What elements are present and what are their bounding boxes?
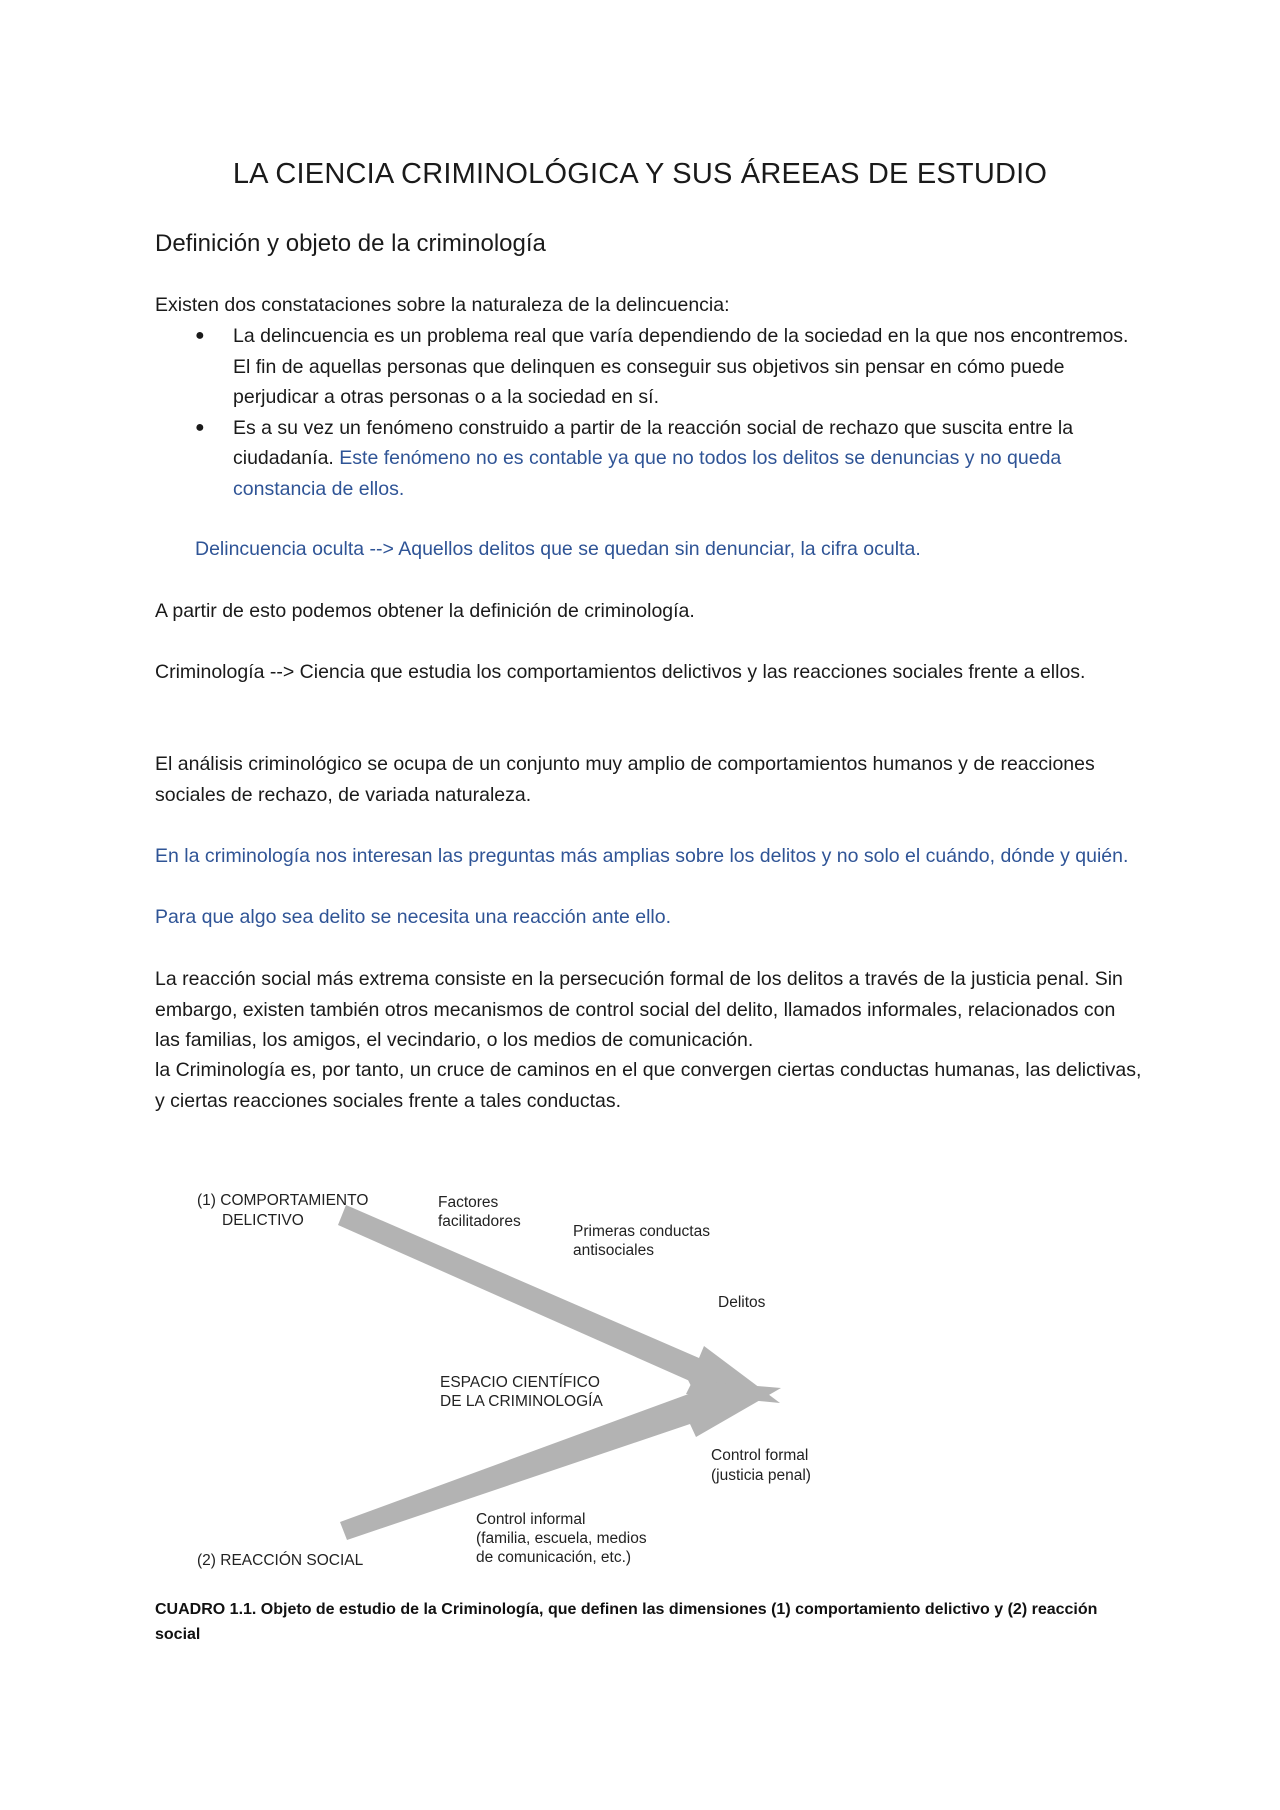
informal-control-label-line2: (familia, escuela, medios: [476, 1530, 647, 1547]
formal-control-label-line1: Control formal: [711, 1447, 809, 1464]
social-reaction-label: (2) REACCIÓN SOCIAL: [197, 1552, 364, 1569]
factors-label-line2: facilitadores: [438, 1213, 521, 1230]
analysis-paragraph: El análisis criminológico se ocupa de un conjunto muy amplio de comportamientos humanos y de reacciones sociales de rechazo, de variada naturaleza.: [155, 753, 1095, 806]
section-heading: Definición y objeto de la criminología: [155, 230, 546, 257]
bullet-text: Es a su vez un fenómeno construido a partir de la reacción social de rechazo que suscita entre la ciudadanía.: [233, 416, 1074, 469]
bullet-icon: ●: [195, 327, 205, 344]
crossroads-paragraph: la Criminología es, por tanto, un cruce de caminos en el que convergen ciertas conductas humanas, las delictivas, y ciertas reacciones sociales frente a tales conductas.: [155, 1059, 1142, 1112]
scientific-space-label-line2: DE LA CRIMINOLOGÍA: [440, 1393, 603, 1410]
bullet-highlight: Este fenómeno no es contable ya que no todos los delitos se denuncias y no queda constancia de ellos.: [233, 447, 1062, 500]
criminology-diagram: [180, 1175, 900, 1575]
first-conduct-label-line1: Primeras conductas: [573, 1223, 710, 1240]
definition-intro: A partir de esto podemos obtener la definición de criminología.: [155, 600, 695, 622]
social-reaction-paragraph: La reacción social más extrema consiste en la persecución formal de los delitos a través de la justicia penal. Sin embargo, existen también otros mecanismos de control social del delito, llamados informales, relacionados con las familias, los amigos, el vecindario, o los medios de comunicación.: [155, 968, 1123, 1051]
formal-control-label-line2: (justicia penal): [711, 1467, 811, 1484]
reaction-requirement: Para que algo sea delito se necesita una reacción ante ello.: [155, 906, 672, 928]
bullet-list: [155, 321, 1145, 504]
list-item: [155, 321, 1145, 413]
definition-paragraph: Criminología --> Ciencia que estudia los comportamientos delictivos y las reacciones sociales frente a ellos.: [155, 661, 1086, 683]
first-conduct-label-line2: antisociales: [573, 1242, 654, 1259]
crimes-label: Delitos: [718, 1294, 766, 1311]
bullet-text: La delincuencia es un problema real que varía dependiendo de la sociedad en la que nos encontremos. El fin de aquellas personas que delinquen es conseguir sus objetivos sin pensar en cómo puede perjudicar a otras personas o a la sociedad en sí.: [233, 325, 1129, 408]
intro-paragraph: Existen dos constataciones sobre la naturaleza de la delincuencia:: [155, 294, 730, 316]
list-item: [155, 413, 1145, 505]
behavior-label-line2: DELICTIVO: [222, 1212, 304, 1229]
figure-caption: CUADRO 1.1. Objeto de estudio de la Criminología, que definen las dimensiones (1) comportamiento delictivo y (2) reacción social: [155, 1601, 1098, 1643]
page-title: LA CIENCIA CRIMINOLÓGICA Y SUS ÁREEAS DE ESTUDIO: [232, 158, 1048, 190]
informal-control-label-line1: Control informal: [476, 1511, 586, 1528]
informal-control-label-line3: de comunicación, etc.): [476, 1549, 632, 1566]
questions-paragraph: En la criminología nos interesan las preguntas más amplias sobre los delitos y no solo el cuándo, dónde y quién.: [155, 845, 1129, 867]
scientific-space-label-line1: ESPACIO CIENTÍFICO: [440, 1374, 600, 1391]
factors-label-line1: Factores: [438, 1194, 499, 1211]
bullet-icon: ●: [195, 418, 205, 436]
hidden-crime-note: Delincuencia oculta --> Aquellos delitos que se quedan sin denunciar, la cifra oculta.: [195, 538, 921, 560]
behavior-label-line1: (1) COMPORTAMIENTO: [197, 1192, 369, 1209]
